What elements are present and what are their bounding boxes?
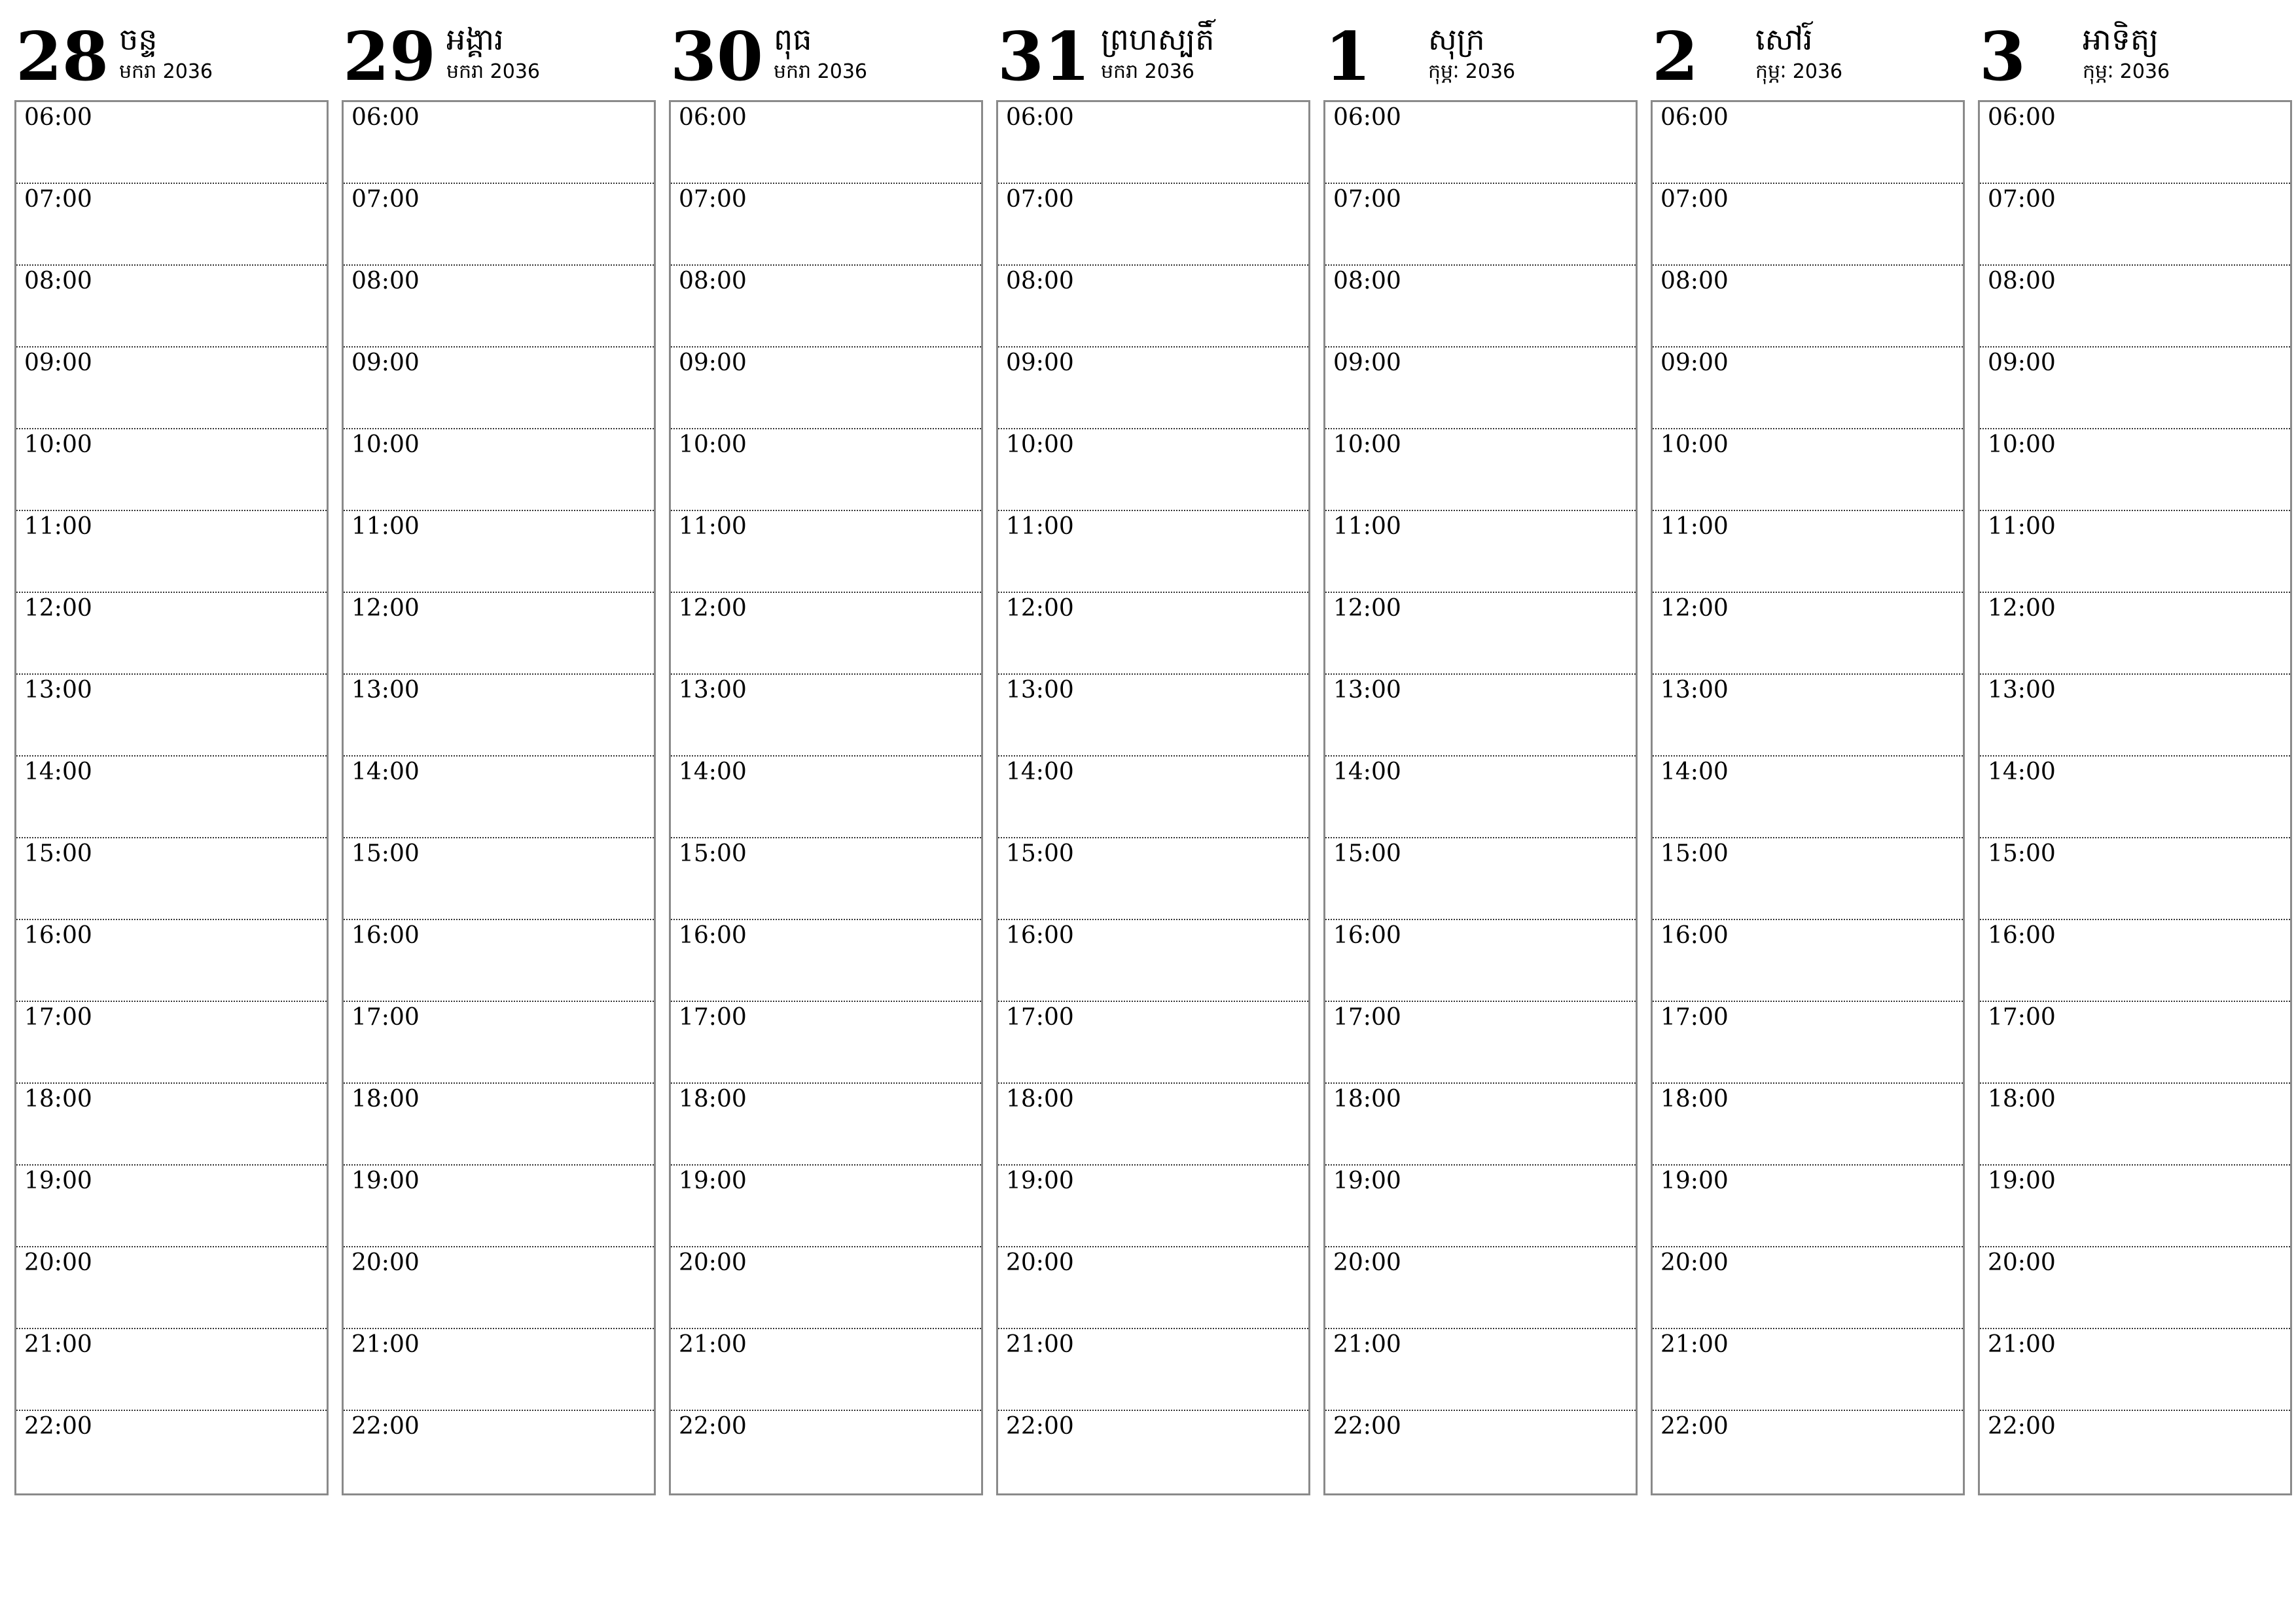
time-slot[interactable]	[1980, 1247, 2290, 1329]
time-slot[interactable]	[1325, 675, 1636, 757]
day-schedule-box	[1978, 100, 2292, 1495]
time-slot-label: 22:00	[679, 1413, 747, 1440]
time-slot[interactable]	[16, 757, 327, 838]
time-slot-label: 10:00	[1006, 431, 1074, 458]
time-slot-label: 21:00	[1006, 1331, 1074, 1358]
time-slot-label: 11:00	[1988, 513, 2056, 540]
time-slot[interactable]	[1653, 511, 1963, 593]
day-number: 29	[343, 18, 436, 96]
time-slot[interactable]	[1653, 184, 1963, 266]
time-slot[interactable]	[1980, 1002, 2290, 1084]
time-slot-label: 07:00	[351, 186, 420, 213]
day-month-year: មករា 2036	[446, 60, 541, 83]
day-name: ព្រហស្បតិ៍	[1101, 22, 1215, 57]
time-slot-label: 21:00	[679, 1331, 747, 1358]
time-slot-label: 17:00	[351, 1004, 420, 1031]
time-slot-label: 13:00	[1660, 677, 1729, 704]
time-slot-label: 20:00	[351, 1249, 420, 1276]
time-slot[interactable]	[344, 511, 654, 593]
time-slot-label: 15:00	[1660, 840, 1729, 867]
time-slot-label: 09:00	[1660, 349, 1729, 376]
time-slot[interactable]	[344, 1247, 654, 1329]
time-slot[interactable]	[998, 1247, 1308, 1329]
time-slot[interactable]	[998, 511, 1308, 593]
time-slot[interactable]	[671, 593, 981, 675]
day-schedule-box	[1651, 100, 1965, 1495]
day-name: សៅរ៍	[1755, 22, 1813, 57]
time-slot[interactable]	[344, 1084, 654, 1166]
time-slot[interactable]	[671, 838, 981, 920]
time-slot[interactable]	[1653, 1002, 1963, 1084]
time-slot-label: 16:00	[1988, 922, 2056, 949]
time-slot[interactable]	[1653, 675, 1963, 757]
day-column-5	[1651, 18, 1964, 1497]
time-slot[interactable]	[1325, 920, 1636, 1002]
time-slot[interactable]	[1980, 593, 2290, 675]
day-name: អង្គារ	[446, 22, 504, 57]
time-slot-label: 08:00	[1988, 268, 2056, 294]
day-name: ចន្ទ	[119, 22, 158, 57]
time-slot[interactable]	[1325, 266, 1636, 348]
time-slot[interactable]	[16, 429, 327, 511]
day-schedule-box	[14, 100, 329, 1495]
time-slot-label: 14:00	[679, 758, 747, 785]
time-slot[interactable]	[671, 675, 981, 757]
time-slot[interactable]	[671, 348, 981, 429]
time-slot[interactable]	[998, 266, 1308, 348]
time-slot[interactable]	[16, 1166, 327, 1247]
time-slot-label: 21:00	[24, 1331, 92, 1358]
day-column-1	[342, 18, 655, 1497]
time-slot[interactable]	[1980, 429, 2290, 511]
time-slot-label: 22:00	[1333, 1413, 1401, 1440]
time-slot-label: 21:00	[351, 1331, 420, 1358]
time-slot[interactable]	[1325, 1247, 1636, 1329]
time-slot-label: 11:00	[351, 513, 420, 540]
time-slot[interactable]	[671, 266, 981, 348]
time-slot[interactable]	[998, 1002, 1308, 1084]
time-slot[interactable]	[344, 1166, 654, 1247]
time-slot[interactable]	[998, 184, 1308, 266]
time-slot[interactable]	[344, 266, 654, 348]
time-slot[interactable]	[1653, 1329, 1963, 1411]
time-slot[interactable]	[1325, 1411, 1636, 1493]
time-slot[interactable]	[1980, 348, 2290, 429]
time-slot-label: 06:00	[24, 104, 92, 131]
time-slot-label: 10:00	[679, 431, 747, 458]
day-schedule-box	[342, 100, 656, 1495]
time-slot-label: 19:00	[1660, 1168, 1729, 1194]
time-slot-label: 17:00	[1660, 1004, 1729, 1031]
time-slot-label: 19:00	[1988, 1168, 2056, 1194]
time-slot[interactable]	[344, 184, 654, 266]
day-schedule-box	[1323, 100, 1638, 1495]
time-slot-label: 11:00	[679, 513, 747, 540]
time-slot-label: 14:00	[24, 758, 92, 785]
time-slot-label: 09:00	[1988, 349, 2056, 376]
day-header	[14, 18, 327, 100]
day-month-year: កុម្ភៈ 2036	[2083, 60, 2170, 83]
time-slot-label: 20:00	[1660, 1249, 1729, 1276]
time-slot-label: 19:00	[679, 1168, 747, 1194]
time-slot[interactable]	[1653, 102, 1963, 184]
time-slot[interactable]	[998, 1411, 1308, 1493]
time-slot-label: 09:00	[679, 349, 747, 376]
time-slot-label: 18:00	[24, 1086, 92, 1113]
time-slot-label: 13:00	[679, 677, 747, 704]
time-slot-label: 10:00	[24, 431, 92, 458]
time-slot-label: 12:00	[679, 595, 747, 622]
time-slot[interactable]	[344, 102, 654, 184]
time-slot-label: 15:00	[24, 840, 92, 867]
time-slot[interactable]	[671, 920, 981, 1002]
time-slot[interactable]	[1653, 593, 1963, 675]
day-name: អាទិត្យ	[2083, 22, 2159, 57]
time-slot[interactable]	[1653, 838, 1963, 920]
time-slot[interactable]	[1653, 1247, 1963, 1329]
time-slot[interactable]	[1980, 920, 2290, 1002]
time-slot-label: 19:00	[351, 1168, 420, 1194]
time-slot[interactable]	[16, 1002, 327, 1084]
time-slot-label: 08:00	[1333, 268, 1401, 294]
time-slot-label: 20:00	[24, 1249, 92, 1276]
time-slot-label: 08:00	[1006, 268, 1074, 294]
time-slot-label: 07:00	[1333, 186, 1401, 213]
time-slot-label: 06:00	[1660, 104, 1729, 131]
time-slot[interactable]	[671, 1166, 981, 1247]
day-month-year: កុម្ភៈ 2036	[1755, 60, 1843, 83]
time-slot[interactable]	[671, 184, 981, 266]
time-slot-label: 22:00	[1660, 1413, 1729, 1440]
time-slot[interactable]	[16, 593, 327, 675]
time-slot-label: 06:00	[679, 104, 747, 131]
time-slot[interactable]	[344, 1411, 654, 1493]
time-slot[interactable]	[16, 102, 327, 184]
time-slot[interactable]	[1980, 757, 2290, 838]
time-slot[interactable]	[16, 1329, 327, 1411]
time-slot-label: 21:00	[1333, 1331, 1401, 1358]
time-slot-label: 06:00	[1988, 104, 2056, 131]
time-slot[interactable]	[998, 757, 1308, 838]
time-slot-label: 06:00	[1333, 104, 1401, 131]
time-slot[interactable]	[1980, 675, 2290, 757]
day-column-6	[1978, 18, 2291, 1497]
day-name: សុក្រ	[1428, 22, 1485, 57]
time-slot[interactable]	[1325, 429, 1636, 511]
time-slot[interactable]	[998, 348, 1308, 429]
time-slot[interactable]	[16, 348, 327, 429]
time-slot[interactable]	[671, 1084, 981, 1166]
time-slot[interactable]	[1980, 184, 2290, 266]
day-column-0	[14, 18, 327, 1497]
time-slot-label: 18:00	[1988, 1086, 2056, 1113]
day-name: ពុធ	[774, 22, 812, 57]
time-slot-label: 12:00	[351, 595, 420, 622]
time-slot-label: 13:00	[1988, 677, 2056, 704]
time-slot-label: 18:00	[351, 1086, 420, 1113]
time-slot-label: 16:00	[1333, 922, 1401, 949]
time-slot-label: 16:00	[1006, 922, 1074, 949]
time-slot[interactable]	[998, 920, 1308, 1002]
time-slot-label: 14:00	[1006, 758, 1074, 785]
time-slot[interactable]	[1325, 593, 1636, 675]
time-slot[interactable]	[16, 1247, 327, 1329]
time-slot[interactable]	[16, 675, 327, 757]
day-header	[996, 18, 1309, 100]
time-slot[interactable]	[1325, 757, 1636, 838]
time-slot[interactable]	[1325, 1166, 1636, 1247]
time-slot[interactable]	[998, 675, 1308, 757]
time-slot[interactable]	[344, 1329, 654, 1411]
day-header	[342, 18, 655, 100]
time-slot-label: 12:00	[1333, 595, 1401, 622]
time-slot[interactable]	[16, 511, 327, 593]
day-number: 3	[1979, 18, 2026, 96]
time-slot[interactable]	[1980, 1329, 2290, 1411]
time-slot-label: 18:00	[1660, 1086, 1729, 1113]
time-slot-label: 11:00	[1006, 513, 1074, 540]
time-slot-label: 15:00	[1006, 840, 1074, 867]
time-slot-label: 12:00	[1660, 595, 1729, 622]
time-slot[interactable]	[1980, 266, 2290, 348]
time-slot[interactable]	[998, 838, 1308, 920]
time-slot[interactable]	[1653, 920, 1963, 1002]
day-month-year: មករា 2036	[774, 60, 868, 83]
time-slot[interactable]	[1980, 102, 2290, 184]
time-slot-label: 22:00	[1006, 1413, 1074, 1440]
time-slot[interactable]	[16, 1411, 327, 1493]
time-slot[interactable]	[1980, 1411, 2290, 1493]
day-month-year: មករា 2036	[119, 60, 213, 83]
time-slot-label: 21:00	[1988, 1331, 2056, 1358]
day-header	[669, 18, 982, 100]
day-column-4	[1323, 18, 1636, 1497]
time-slot[interactable]	[344, 593, 654, 675]
time-slot-label: 18:00	[1006, 1086, 1074, 1113]
time-slot-label: 19:00	[1333, 1168, 1401, 1194]
time-slot-label: 17:00	[1333, 1004, 1401, 1031]
day-number: 2	[1652, 18, 1698, 96]
time-slot-label: 22:00	[1988, 1413, 2056, 1440]
time-slot[interactable]	[1325, 184, 1636, 266]
time-slot[interactable]	[998, 1329, 1308, 1411]
time-slot-label: 10:00	[351, 431, 420, 458]
time-slot[interactable]	[998, 102, 1308, 184]
time-slot[interactable]	[998, 429, 1308, 511]
time-slot[interactable]	[16, 1084, 327, 1166]
time-slot[interactable]	[671, 1411, 981, 1493]
time-slot[interactable]	[1325, 348, 1636, 429]
time-slot[interactable]	[998, 1166, 1308, 1247]
time-slot[interactable]	[16, 920, 327, 1002]
time-slot[interactable]	[344, 920, 654, 1002]
day-header	[1978, 18, 2291, 100]
day-schedule-box	[996, 100, 1310, 1495]
time-slot[interactable]	[344, 1002, 654, 1084]
time-slot-label: 13:00	[24, 677, 92, 704]
time-slot-label: 20:00	[679, 1249, 747, 1276]
time-slot[interactable]	[671, 102, 981, 184]
time-slot-label: 11:00	[1660, 513, 1729, 540]
time-slot-label: 17:00	[679, 1004, 747, 1031]
time-slot[interactable]	[1653, 1411, 1963, 1493]
time-slot-label: 14:00	[1333, 758, 1401, 785]
time-slot-label: 16:00	[351, 922, 420, 949]
time-slot-label: 09:00	[24, 349, 92, 376]
time-slot-label: 09:00	[1333, 349, 1401, 376]
time-slot[interactable]	[344, 675, 654, 757]
time-slot-label: 12:00	[24, 595, 92, 622]
time-slot-label: 15:00	[679, 840, 747, 867]
day-schedule-box	[669, 100, 983, 1495]
time-slot-label: 11:00	[1333, 513, 1401, 540]
time-slot-label: 08:00	[24, 268, 92, 294]
weekly-planner	[14, 18, 2292, 1497]
time-slot-label: 15:00	[351, 840, 420, 867]
time-slot-label: 10:00	[1988, 431, 2056, 458]
time-slot-label: 16:00	[1660, 922, 1729, 949]
day-number: 31	[997, 18, 1090, 96]
time-slot[interactable]	[1980, 838, 2290, 920]
time-slot-label: 17:00	[1988, 1004, 2056, 1031]
time-slot-label: 20:00	[1333, 1249, 1401, 1276]
time-slot-label: 19:00	[1006, 1168, 1074, 1194]
time-slot[interactable]	[671, 429, 981, 511]
time-slot-label: 10:00	[1333, 431, 1401, 458]
time-slot-label: 12:00	[1988, 595, 2056, 622]
time-slot-label: 14:00	[1660, 758, 1729, 785]
day-month-year: កុម្ភៈ 2036	[1428, 60, 1516, 83]
time-slot[interactable]	[344, 348, 654, 429]
time-slot[interactable]	[1980, 511, 2290, 593]
time-slot-label: 10:00	[1660, 431, 1729, 458]
time-slot-label: 17:00	[1006, 1004, 1074, 1031]
time-slot-label: 08:00	[679, 268, 747, 294]
day-number: 28	[16, 18, 109, 96]
time-slot[interactable]	[1653, 757, 1963, 838]
day-column-2	[669, 18, 982, 1497]
time-slot-label: 18:00	[679, 1086, 747, 1113]
day-month-year: មករា 2036	[1101, 60, 1195, 83]
time-slot-label: 18:00	[1333, 1086, 1401, 1113]
time-slot[interactable]	[671, 1002, 981, 1084]
time-slot-label: 07:00	[1660, 186, 1729, 213]
time-slot-label: 14:00	[351, 758, 420, 785]
time-slot-label: 15:00	[1988, 840, 2056, 867]
time-slot[interactable]	[1980, 1166, 2290, 1247]
time-slot[interactable]	[1653, 348, 1963, 429]
time-slot[interactable]	[998, 593, 1308, 675]
time-slot-label: 13:00	[1006, 677, 1074, 704]
time-slot[interactable]	[1325, 1329, 1636, 1411]
time-slot-label: 11:00	[24, 513, 92, 540]
time-slot-label: 07:00	[679, 186, 747, 213]
time-slot[interactable]	[1325, 511, 1636, 593]
time-slot[interactable]	[16, 266, 327, 348]
time-slot-label: 17:00	[24, 1004, 92, 1031]
time-slot[interactable]	[1653, 429, 1963, 511]
time-slot-label: 20:00	[1006, 1249, 1074, 1276]
time-slot[interactable]	[16, 184, 327, 266]
time-slot[interactable]	[1325, 838, 1636, 920]
time-slot-label: 16:00	[24, 922, 92, 949]
time-slot[interactable]	[1980, 1084, 2290, 1166]
day-number: 1	[1325, 18, 1371, 96]
time-slot[interactable]	[1325, 102, 1636, 184]
time-slot-label: 16:00	[679, 922, 747, 949]
time-slot[interactable]	[1653, 1166, 1963, 1247]
time-slot[interactable]	[1325, 1084, 1636, 1166]
day-column-3	[996, 18, 1309, 1497]
time-slot-label: 07:00	[1006, 186, 1074, 213]
time-slot[interactable]	[1325, 1002, 1636, 1084]
time-slot-label: 13:00	[1333, 677, 1401, 704]
time-slot[interactable]	[998, 1084, 1308, 1166]
time-slot-label: 06:00	[1006, 104, 1074, 131]
time-slot-label: 08:00	[351, 268, 420, 294]
day-header	[1651, 18, 1964, 100]
time-slot-label: 22:00	[24, 1413, 92, 1440]
time-slot-label: 15:00	[1333, 840, 1401, 867]
time-slot-label: 20:00	[1988, 1249, 2056, 1276]
time-slot[interactable]	[1653, 1084, 1963, 1166]
time-slot[interactable]	[671, 1247, 981, 1329]
time-slot[interactable]	[344, 757, 654, 838]
time-slot-label: 14:00	[1988, 758, 2056, 785]
time-slot[interactable]	[344, 838, 654, 920]
time-slot-label: 12:00	[1006, 595, 1074, 622]
time-slot-label: 06:00	[351, 104, 420, 131]
time-slot[interactable]	[671, 1329, 981, 1411]
time-slot-label: 08:00	[1660, 268, 1729, 294]
time-slot-label: 13:00	[351, 677, 420, 704]
time-slot[interactable]	[16, 838, 327, 920]
time-slot-label: 21:00	[1660, 1331, 1729, 1358]
time-slot[interactable]	[671, 757, 981, 838]
time-slot-label: 09:00	[1006, 349, 1074, 376]
time-slot[interactable]	[1653, 266, 1963, 348]
time-slot-label: 19:00	[24, 1168, 92, 1194]
time-slot-label: 09:00	[351, 349, 420, 376]
time-slot-label: 22:00	[351, 1413, 420, 1440]
time-slot-label: 07:00	[1988, 186, 2056, 213]
day-header	[1323, 18, 1636, 100]
time-slot[interactable]	[671, 511, 981, 593]
day-number: 30	[670, 18, 763, 96]
time-slot[interactable]	[344, 429, 654, 511]
time-slot-label: 07:00	[24, 186, 92, 213]
